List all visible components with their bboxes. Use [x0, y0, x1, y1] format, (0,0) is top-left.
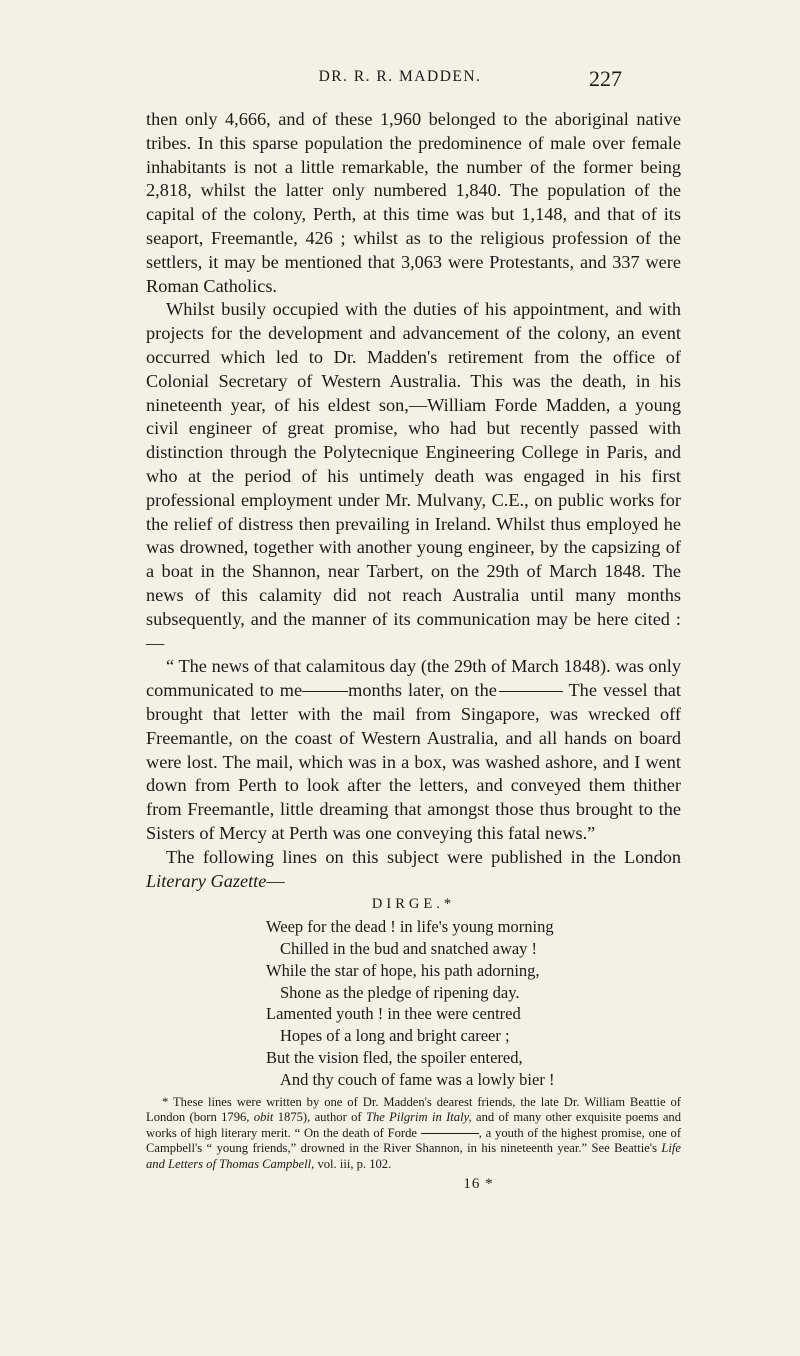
footnote-obit: obit: [253, 1110, 274, 1125]
signature-mark: 16 *: [463, 1175, 494, 1192]
quote-part-3: The vessel that brought that letter with the mail from Singapore, was wrecked off Freemantle, on the coast of Western Australia, and all hands on board were lost. The mail, which was in a box, was washed ashore, and I went down from Perth to look after the letters, and conveyed them thither from Freemantle, little dreaming that amongst those thus brought to the Sisters of Mercy at Perth was one conveying this fatal news.”: [146, 680, 681, 843]
quote-part-2: months later, on the: [348, 680, 497, 701]
quote-part-1: “ The news of that calamitous day (the 29th of March 1848). was only communicated to me: [146, 656, 681, 701]
page-number: 227: [589, 66, 622, 91]
quote-blank-1: [302, 691, 348, 692]
poem-line: While the star of hope, his path adorning,: [266, 960, 540, 980]
poem-line: Chilled in the bud and snatched away !: [280, 939, 538, 959]
paragraph-population: then only 4,666, and of these 1,960 belonged to the aboriginal native tribes. In this sparse population the predominence of male over female inhabitants is not a little remarkable, the number of the former being 2,818, whilst the latter only numbered 1,840. The population of the capital of the colony, Perth, at this time was but 1,148, and that of its seaport, Freemantle, 426 ; whilst as to the religious profession of the settlers, it may be mentioned that 3,063 were Protestants, and 337 were Roman Catholics.: [146, 109, 681, 296]
dirge-poem: [266, 916, 681, 1090]
intro-text: The following lines on this subject were published in the London: [166, 846, 681, 867]
body-text: [146, 108, 681, 1196]
footnote-text: , a youth of the highest promise, one of Campbell's “ young friends,” drowned in the River Shannon, in his nineteenth year.” See Beattie's: [146, 1125, 682, 1156]
footnote-text: vol. iii, p. 102.: [317, 1157, 392, 1172]
running-head-title: DR. R. R. MADDEN.: [318, 68, 482, 85]
quoted-letter: [146, 655, 681, 845]
literary-gazette-title: Literary Gazette: [146, 870, 267, 891]
poem-line: Weep for the dead ! in life's young morning: [266, 917, 554, 937]
poem-line: Shone as the pledge of ripening day.: [280, 982, 520, 1002]
footnote-text: and of many other exquisite poems and works of high literary merit. “ On the death of Forde: [146, 1110, 682, 1140]
footnote-text: 1875), author of: [277, 1110, 362, 1125]
poem-line: And thy couch of fame was a lowly bier !: [280, 1069, 555, 1089]
footnote-blank: [421, 1133, 479, 1134]
poem-line: But the vision fled, the spoiler entered,: [266, 1048, 523, 1068]
footnote-book-title: The Pilgrim in Italy,: [365, 1110, 472, 1125]
quote-blank-2: [499, 691, 563, 692]
running-head: [0, 66, 800, 92]
footnote-text: * These lines were written by one of Dr. Madden's dearest friends, the late Dr. William Beattie of London (born 1796,: [146, 1094, 681, 1125]
footnote: [146, 1095, 681, 1173]
dirge-heading: DIRGE.*: [371, 896, 456, 913]
intro-dash: —: [266, 870, 285, 891]
footnote-book-title: Life and Letters of Thomas Campbell,: [146, 1141, 681, 1172]
poem-line: Hopes of a long and bright career ;: [280, 1026, 510, 1046]
poem-line: Lamented youth ! in thee were centred: [266, 1004, 521, 1024]
paragraph-death-of-son: Whilst busily occupied with the duties of his appointment, and with projects for the development and advancement of the colony, an event occurred which led to Dr. Madden's retirement from the office of Colonial Secretary of Western Australia. This was the death, in his nineteenth year, of his eldest son,—William Forde Madden, a young civil engineer of great promise, who had but recently passed with distinction through the Polytecnique Engineering College in Paris, and who at the period of his untimely death was engaged in his first professional employment under Mr. Mulvany, C.E., on public works for the relief of distress then prevailing in Ireland. Whilst thus employed he was drowned, together with another young engineer, by the capsizing of a boat in the Shannon, near Tarbert, on the 29th of March 1848. The news of this calamity did not reach Australia until many months subsequently, and the manner of its communication may be here cited :—: [146, 299, 681, 653]
intro-paragraph: [146, 846, 681, 894]
